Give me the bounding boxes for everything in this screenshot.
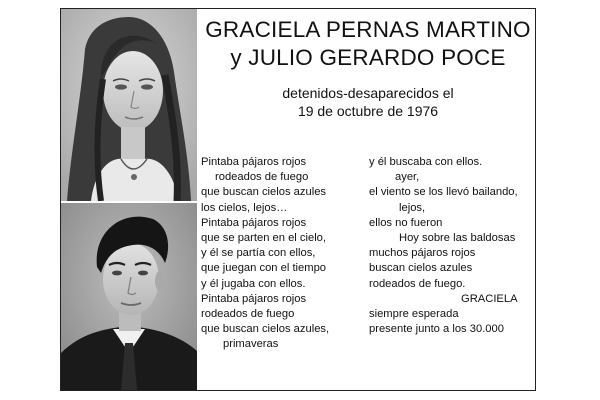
poem-column-left [201,155,329,352]
poem-line: ayer, [395,171,420,184]
disappearance-date [200,84,536,120]
photo-julio [61,203,197,390]
poem-line: Pintaba pájaros rojos [201,292,307,305]
poem-line: Hoy sobre las baldosas [399,231,516,244]
poem-line: siempre esperada [369,307,459,320]
poem-line: Pintaba pájaros rojos [201,216,307,229]
names-heading [200,16,536,72]
poem-line: ellos no fueron [369,216,443,229]
poem-line: rodeados de fuego. [369,277,466,290]
poem-line: buscan cielos azules [369,262,473,275]
poem-line: que se parten en el cielo, [201,231,327,244]
poem-line: que buscan cielos azules, [201,323,330,336]
poem-line: Pintaba pájaros rojos [201,156,307,168]
title-line-1: GRACIELA PERNAS MARTINO [205,17,531,42]
photo-graciela [61,9,197,201]
poem-line: GRACIELA [461,292,518,305]
portrait-man [61,203,197,390]
poem-line: rodeados de fuego [215,171,309,184]
poem-line: rodeados de fuego [201,307,295,320]
poem-line: presente junto a los 30.000 [369,323,504,336]
poem-column-right [369,155,518,337]
poem-line: y él se partía con ellos, [201,247,316,260]
poem-line: que juegan con el tiempo [201,262,327,275]
poem-line: los cielos, lejos… [201,201,288,214]
poem-line: muchos pájaros rojos [369,247,476,260]
poem-line: el viento se los llevó bailando, [369,186,518,199]
subtitle-line-1: detenidos-desaparecidos el [282,85,454,101]
poem-line: y él buscaba con ellos. [369,156,483,168]
poem-line: y él jugaba con ellos. [201,277,306,290]
poem-line: lejos, [399,201,426,214]
title-line-2: y JULIO GERARDO POCE [230,45,506,70]
subtitle-line-2: 19 de octubre de 1976 [297,103,439,119]
poem-line: primaveras [223,338,279,351]
portrait-woman [61,9,197,201]
poem-line: que buscan cielos azules [201,186,327,199]
